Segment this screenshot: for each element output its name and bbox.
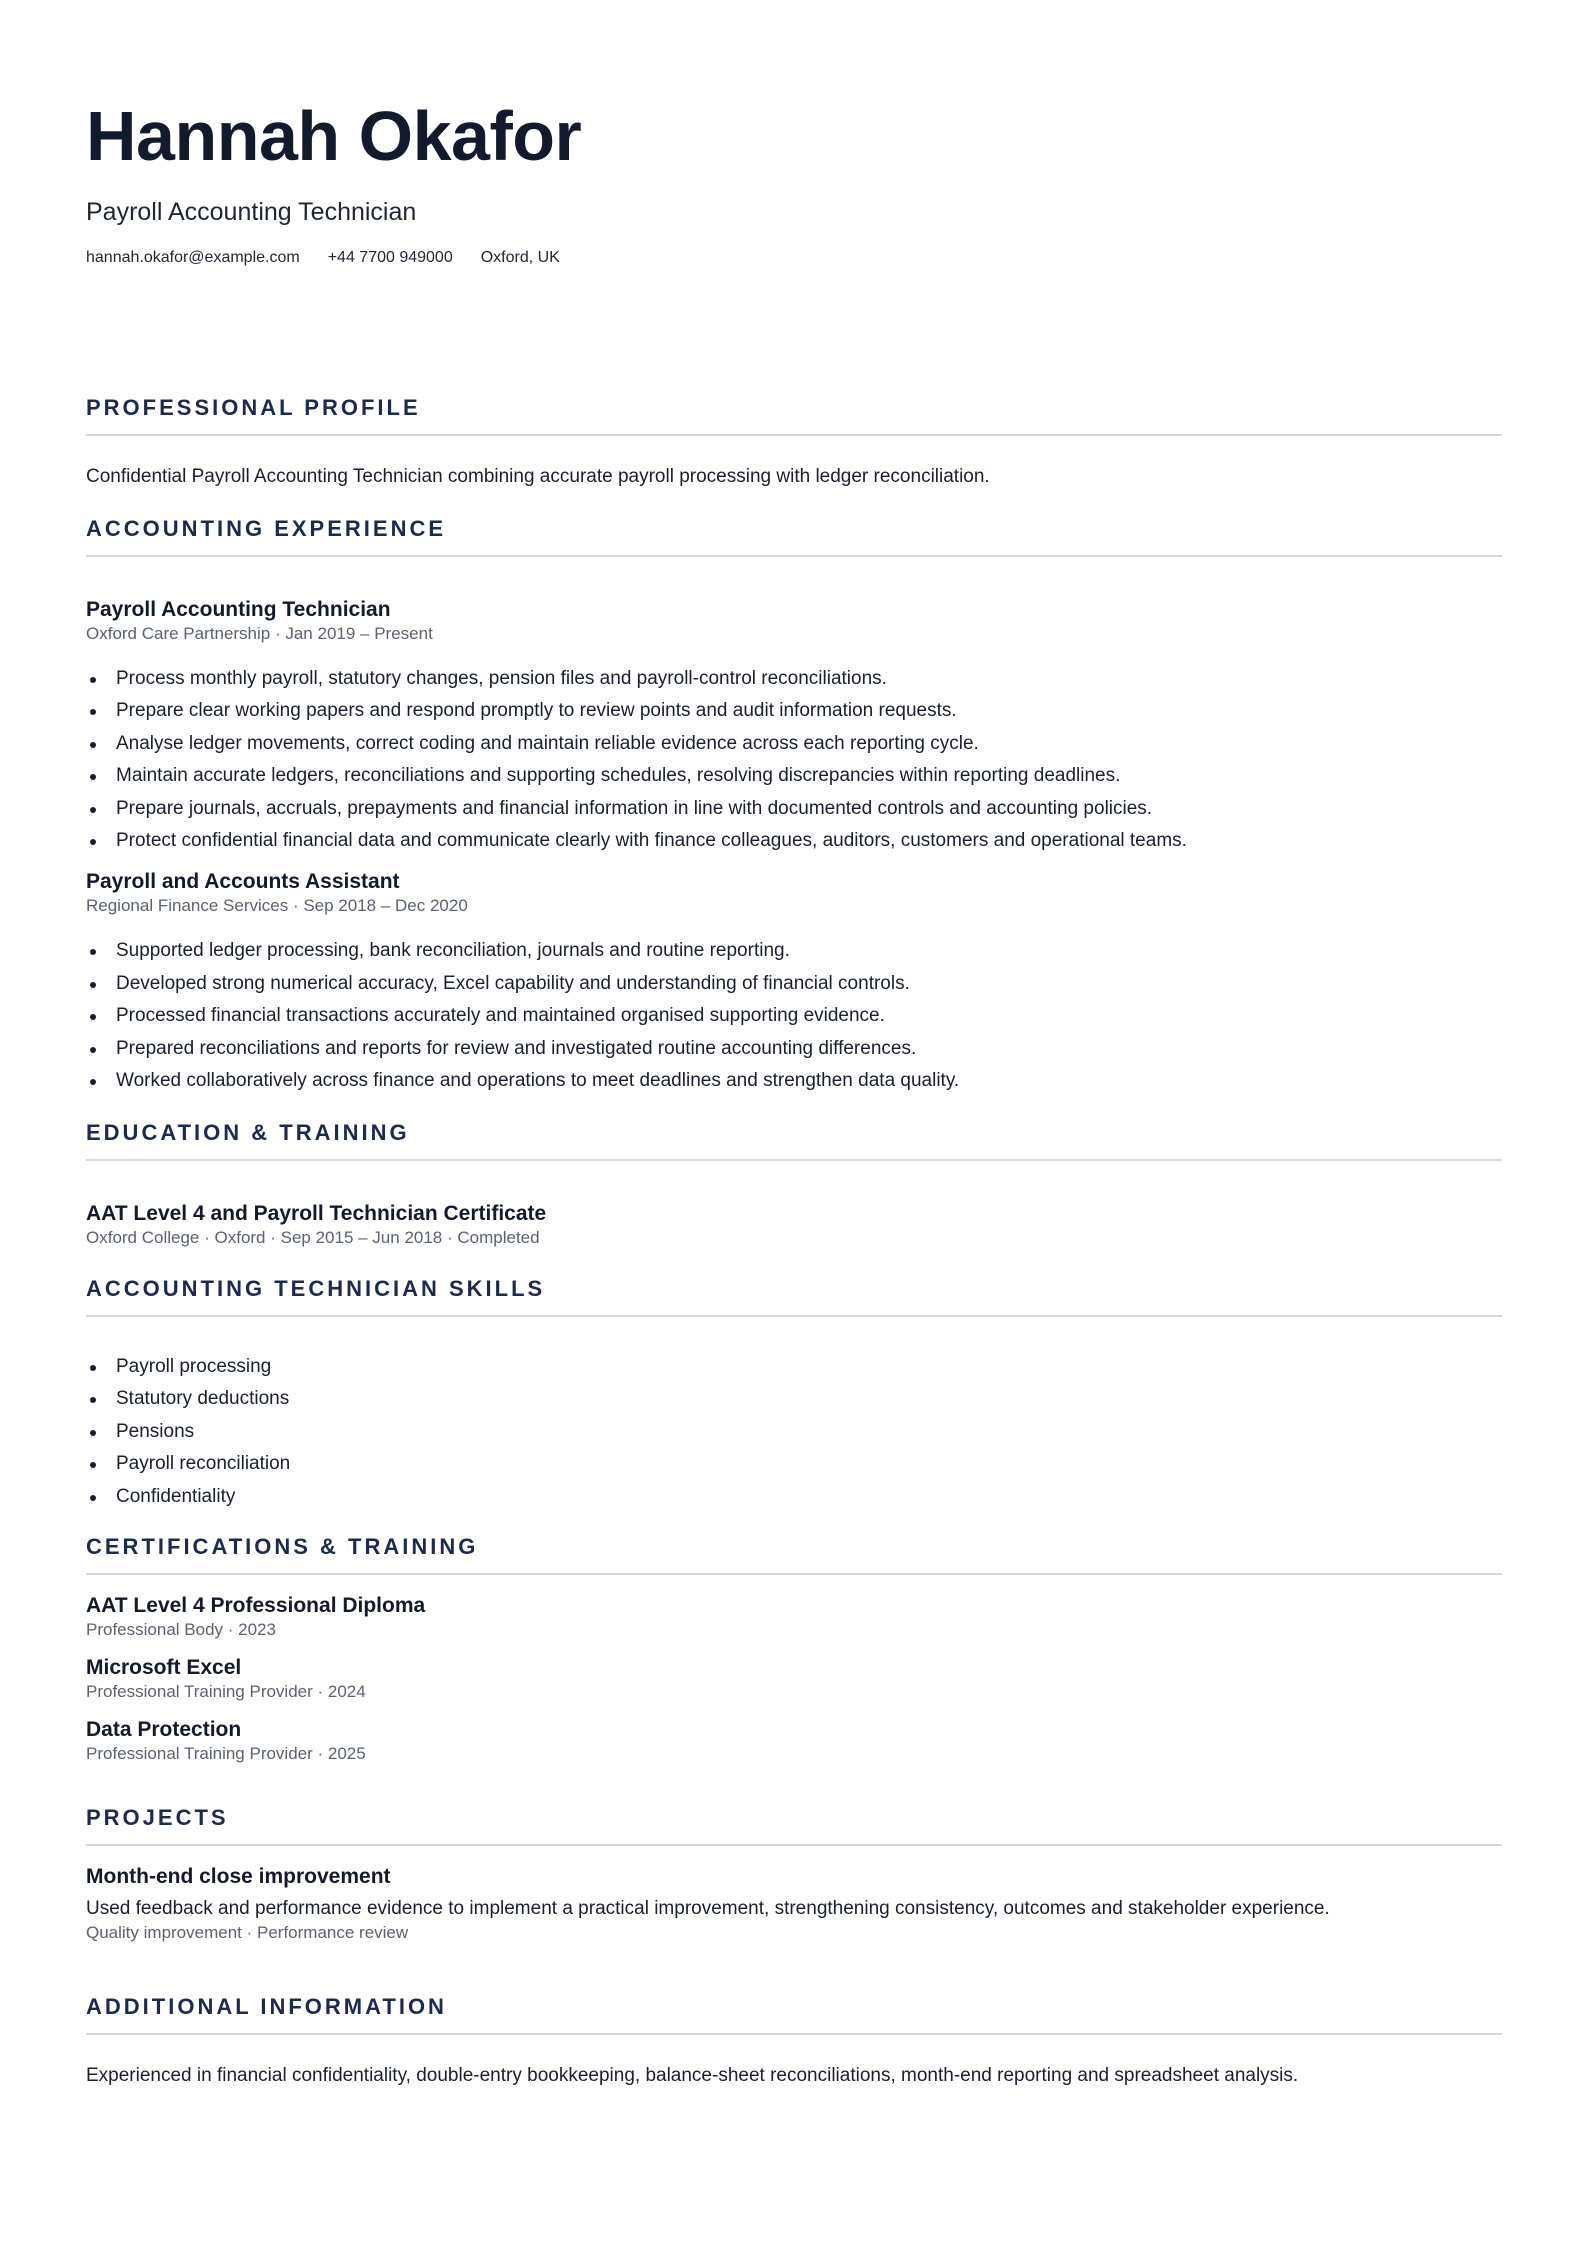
section-skills [86,1275,1502,1513]
job-bullets [86,935,1502,1097]
contact-location: Oxford, UK [480,249,560,266]
section-divider [86,1844,1502,1846]
section-heading: CERTIFICATIONS & TRAINING [86,1534,479,1559]
certification-item [86,1593,1502,1641]
skill-item: Pensions [86,1416,1502,1448]
certification-item [86,1717,1502,1765]
job-title: Payroll and Accounts Assistant [86,870,400,894]
section-heading: ACCOUNTING EXPERIENCE [86,516,447,541]
certification-title: Data Protection [86,1718,242,1741]
certification-meta: Professional Training Provider · 2025 [86,1744,366,1763]
certification-meta: Professional Training Provider · 2024 [86,1682,366,1701]
job-title: Payroll Accounting Technician [86,598,391,621]
bullet-item: Processed financial transactions accurately and maintained organised supporting evidence. [86,1000,1502,1032]
skill-item: Confidentiality [86,1481,1502,1513]
section-profile [86,394,1502,490]
section-divider [86,555,1502,557]
section-heading: ADDITIONAL INFORMATION [86,1994,447,2019]
section-projects [86,1804,1502,1944]
section-divider [86,1315,1502,1317]
bullet-item: Analyse ledger movements, correct coding and maintain reliable evidence across each reporting cycle. [86,728,1502,760]
section-divider [86,2033,1502,2035]
skill-item: Statutory deductions [86,1383,1502,1415]
project-title: Month-end close improvement [86,1865,391,1888]
job-meta: Oxford Care Partnership · Jan 2019 – Present [86,624,433,643]
bullet-item: Protect confidential financial data and communicate clearly with finance colleagues, auditors, customers and operational teams. [86,825,1502,857]
section-education [86,1119,1502,1249]
candidate-name: Hannah Okafor [86,97,582,175]
job-meta: Regional Finance Services · Sep 2018 – Dec 2020 [86,896,468,916]
certification-title: AAT Level 4 Professional Diploma [86,1594,426,1617]
contact-phone[interactable]: +44 7700 949000 [327,249,453,266]
job-entry [86,869,1502,1097]
bullet-item: Worked collaboratively across finance and operations to meet deadlines and strengthen data quality. [86,1065,1502,1097]
job-entry [86,597,1502,857]
bullet-item: Prepared reconciliations and reports for review and investigated routine accounting differences. [86,1033,1502,1065]
contact-info [86,248,1502,268]
bullet-item: Prepare clear working papers and respond promptly to review points and audit information requests. [86,695,1502,727]
profile-text: Confidential Payroll Accounting Technician combining accurate payroll processing with ledger reconciliation. [86,466,990,487]
bullet-item: Prepare journals, accruals, prepayments and financial information in line with documented controls and accounting policies. [86,793,1502,825]
contact-email[interactable]: hannah.okafor@example.com [86,249,300,266]
certification-meta: Professional Body · 2023 [86,1620,276,1639]
section-divider [86,434,1502,436]
bullet-item: Maintain accurate ledgers, reconciliations and supporting schedules, resolving discrepancies within reporting deadlines. [86,760,1502,792]
bullet-item: Process monthly payroll, statutory changes, pension files and payroll-control reconciliations. [86,663,1502,695]
education-entry [86,1201,1502,1249]
education-meta: Oxford College · Oxford · Sep 2015 – Jun 2018 · Completed [86,1228,540,1247]
certifications-list [86,1593,1502,1765]
project-entry [86,1864,1502,1944]
additional-text: Experienced in financial confidentiality, double-entry bookkeeping, balance-sheet reconciliations, month-end reporting and spreadsheet analysis. [86,2065,1299,2086]
section-experience [86,515,1502,1097]
job-bullets [86,663,1502,857]
certification-item [86,1655,1502,1703]
skills-list [86,1351,1502,1513]
project-meta: Quality improvement · Performance review [86,1923,409,1942]
section-divider [86,1159,1502,1161]
section-heading: ACCOUNTING TECHNICIAN SKILLS [86,1276,546,1301]
bullet-item: Developed strong numerical accuracy, Excel capability and understanding of financial controls. [86,968,1502,1000]
project-description: Used feedback and performance evidence to implement a practical improvement, strengthening consistency, outcomes and stakeholder experience. [86,1898,1330,1919]
section-heading: PROFESSIONAL PROFILE [86,395,421,420]
resume-header [86,0,1502,268]
certification-title: Microsoft Excel [86,1656,242,1679]
section-heading: PROJECTS [86,1805,229,1830]
section-additional [86,1993,1502,2089]
section-divider [86,1573,1502,1575]
bullet-item: Supported ledger processing, bank reconciliation, journals and routine reporting. [86,935,1502,967]
education-title: AAT Level 4 and Payroll Technician Certificate [86,1202,547,1225]
section-heading: EDUCATION & TRAINING [86,1120,410,1145]
skill-item: Payroll processing [86,1351,1502,1383]
candidate-title: Payroll Accounting Technician [86,198,417,226]
section-certifications [86,1533,1502,1779]
skill-item: Payroll reconciliation [86,1448,1502,1480]
